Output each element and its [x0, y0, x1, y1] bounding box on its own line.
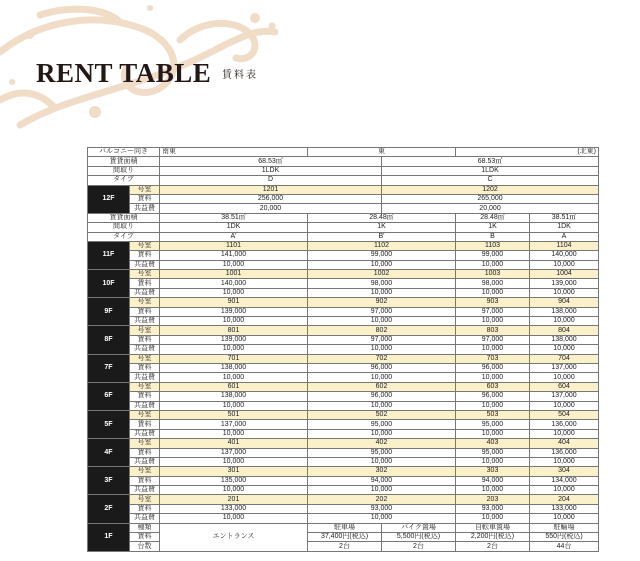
table-row	[88, 476, 599, 485]
table-cell: 1K	[308, 223, 456, 232]
row-label: 賃料	[130, 335, 160, 344]
table-cell: 201	[160, 495, 308, 504]
table-cell: 802	[308, 326, 456, 335]
table-row	[88, 495, 599, 504]
floor-label: 5F	[88, 410, 130, 438]
table-row	[88, 241, 599, 250]
row-label: 号室	[130, 495, 160, 504]
row-label: 賃料	[130, 279, 160, 288]
table-cell: 10,000	[456, 317, 530, 326]
table-cell: 803	[456, 326, 530, 335]
table-cell: 95,000	[456, 448, 530, 457]
row-label: 賃料	[130, 448, 160, 457]
row-label: 号室	[130, 467, 160, 476]
table-cell: B'	[308, 232, 456, 241]
table-cell: 901	[160, 298, 308, 307]
table-cell: 550円(税込)	[530, 533, 599, 542]
table-cell: 10,000	[456, 288, 530, 297]
table-cell: 10,000	[160, 486, 308, 495]
floor-label: 8F	[88, 326, 130, 354]
table-cell: 95,000	[456, 420, 530, 429]
row-label: 賃料	[130, 392, 160, 401]
table-cell: 10,000	[160, 373, 308, 382]
table-row	[88, 194, 599, 203]
table-cell: 10,000	[530, 373, 599, 382]
table-cell: 404	[530, 439, 599, 448]
table-cell: 801	[160, 326, 308, 335]
table-cell: 10,000	[456, 401, 530, 410]
table-row	[88, 504, 599, 513]
table-cell: 10,000	[456, 429, 530, 438]
table-cell: 604	[530, 382, 599, 391]
table-cell: D	[160, 176, 382, 185]
table-cell: 28.48㎡	[308, 213, 456, 222]
table-cell: 98,000	[308, 279, 456, 288]
balcony-value: 東	[308, 148, 456, 157]
table-cell: 501	[160, 410, 308, 419]
table-cell: 28.48㎡	[456, 213, 530, 222]
row-label: タイプ	[88, 176, 160, 185]
table-cell: 10,000	[308, 260, 456, 269]
rent-table	[87, 147, 599, 552]
table-cell: 97,000	[308, 307, 456, 316]
table-cell: 10,000	[160, 457, 308, 466]
row-label: 賃料	[130, 533, 160, 542]
table-row	[88, 307, 599, 316]
table-cell: 703	[456, 354, 530, 363]
table-cell: 140,000	[530, 251, 599, 260]
table-cell: 304	[530, 467, 599, 476]
table-cell: 1104	[530, 241, 599, 250]
table-cell: 10,000	[456, 457, 530, 466]
table-row	[88, 148, 599, 157]
row-label: 賃貸面積	[88, 213, 160, 222]
table-cell: 駐輪場	[530, 523, 599, 532]
table-cell: 10,000	[160, 345, 308, 354]
table-row	[88, 439, 599, 448]
table-cell: 138,000	[160, 392, 308, 401]
floor-label: 10F	[88, 270, 130, 298]
balcony-value: 南東	[160, 148, 308, 157]
table-cell: 603	[456, 382, 530, 391]
table-row	[88, 392, 599, 401]
floor-label: 1F	[88, 523, 130, 551]
table-cell: 704	[530, 354, 599, 363]
table-cell: 138,000	[160, 363, 308, 372]
row-label: 共益費	[130, 373, 160, 382]
row-label: 共益費	[130, 317, 160, 326]
table-cell: 97,000	[308, 335, 456, 344]
table-cell: 804	[530, 326, 599, 335]
table-cell: 10,000	[530, 514, 599, 523]
table-row	[88, 279, 599, 288]
table-cell: 139,000	[530, 279, 599, 288]
table-cell: 403	[456, 439, 530, 448]
table-cell: 10,000	[530, 317, 599, 326]
floor-label: 3F	[88, 467, 130, 495]
row-label: 共益費	[130, 457, 160, 466]
table-cell: 135,000	[160, 476, 308, 485]
balcony-label: バルコニー向き	[88, 148, 160, 157]
table-cell: 98,000	[456, 279, 530, 288]
table-cell: 99,000	[456, 251, 530, 260]
row-label: 間取り	[88, 223, 160, 232]
table-cell: 1LDK	[382, 166, 599, 175]
table-cell: 133,000	[160, 504, 308, 513]
table-cell: 10,000	[530, 260, 599, 269]
row-label: 共益費	[130, 429, 160, 438]
floor-label: 4F	[88, 439, 130, 467]
table-cell: 702	[308, 354, 456, 363]
table-cell: 402	[308, 439, 456, 448]
table-cell: C	[382, 176, 599, 185]
row-label: 賃料	[130, 251, 160, 260]
table-row	[88, 448, 599, 457]
table-cell: 1102	[308, 241, 456, 250]
table-cell: A'	[160, 232, 308, 241]
table-cell: 10,000	[308, 457, 456, 466]
table-cell: 20,000	[382, 204, 599, 213]
table-row	[88, 288, 599, 297]
table-cell: 1202	[382, 185, 599, 194]
table-cell: 904	[530, 298, 599, 307]
table-cell: 502	[308, 410, 456, 419]
table-cell: 138,000	[530, 335, 599, 344]
table-row	[88, 420, 599, 429]
row-label: 賃料	[130, 307, 160, 316]
row-label: 種類	[130, 523, 160, 532]
row-label: 賃料	[130, 363, 160, 372]
table-cell: 302	[308, 467, 456, 476]
table-cell: 5,500円(税込)	[382, 533, 456, 542]
table-cell: 1DK	[160, 223, 308, 232]
table-cell: 95,000	[308, 420, 456, 429]
table-cell: 20,000	[160, 204, 382, 213]
table-cell: 97,000	[456, 335, 530, 344]
table-cell: 139,000	[160, 307, 308, 316]
table-cell: 10,000	[308, 345, 456, 354]
floor-label: 6F	[88, 382, 130, 410]
row-label: 共益費	[130, 288, 160, 297]
table-cell: 10,000	[308, 514, 456, 523]
table-cell: 137,000	[530, 363, 599, 372]
table-row	[88, 157, 599, 166]
table-cell: 10,000	[456, 514, 530, 523]
table-row	[88, 326, 599, 335]
table-cell: 2台	[308, 542, 382, 551]
row-label: 号室	[130, 298, 160, 307]
floor-label: 2F	[88, 495, 130, 523]
table-row	[88, 410, 599, 419]
table-cell: 10,000	[530, 429, 599, 438]
table-cell: 1DK	[530, 223, 599, 232]
table-cell: 駐車場	[308, 523, 382, 532]
table-cell: 1004	[530, 270, 599, 279]
entrance-cell: エントランス	[160, 523, 308, 551]
table-cell: 68.53㎡	[382, 157, 599, 166]
table-cell: 自転車置場	[456, 523, 530, 532]
row-label: 共益費	[130, 486, 160, 495]
table-cell: 10,000	[530, 345, 599, 354]
table-cell: 10,000	[308, 486, 456, 495]
table-cell: 1K	[456, 223, 530, 232]
table-row	[88, 401, 599, 410]
table-row	[88, 382, 599, 391]
table-row	[88, 523, 599, 532]
table-cell: 10,000	[160, 260, 308, 269]
table-cell: 139,000	[160, 335, 308, 344]
table-cell: 2台	[382, 542, 456, 551]
table-cell: 1101	[160, 241, 308, 250]
table-cell: 10,000	[456, 260, 530, 269]
table-cell: 44台	[530, 542, 599, 551]
table-cell: 256,000	[160, 194, 382, 203]
table-row	[88, 270, 599, 279]
table-cell: 134,000	[530, 476, 599, 485]
table-cell: 601	[160, 382, 308, 391]
floor-label: 9F	[88, 298, 130, 326]
table-row	[88, 251, 599, 260]
table-cell: 10,000	[308, 317, 456, 326]
table-cell: 137,000	[530, 392, 599, 401]
table-cell: 140,000	[160, 279, 308, 288]
table-cell: 10,000	[160, 429, 308, 438]
table-cell: 10,000	[308, 401, 456, 410]
table-cell: 96,000	[456, 363, 530, 372]
table-row	[88, 213, 599, 222]
table-cell: 701	[160, 354, 308, 363]
floor-label: 11F	[88, 241, 130, 269]
table-row	[88, 514, 599, 523]
table-cell: 10,000	[530, 401, 599, 410]
row-label: 共益費	[130, 345, 160, 354]
table-row	[88, 335, 599, 344]
row-label: 号室	[130, 270, 160, 279]
table-cell: 10,000	[160, 317, 308, 326]
table-cell: 903	[456, 298, 530, 307]
table-cell: 10,000	[308, 288, 456, 297]
row-label: 共益費	[130, 204, 160, 213]
table-cell: 10,000	[456, 486, 530, 495]
row-label: 賃料	[130, 420, 160, 429]
row-label: 号室	[130, 410, 160, 419]
table-cell: 1201	[160, 185, 382, 194]
table-cell: 10,000	[530, 486, 599, 495]
table-cell: 1003	[456, 270, 530, 279]
row-label: 共益費	[130, 514, 160, 523]
table-cell: 303	[456, 467, 530, 476]
table-cell: 10,000	[308, 429, 456, 438]
table-cell: 602	[308, 382, 456, 391]
table-cell: 96,000	[308, 392, 456, 401]
row-label: 賃料	[130, 504, 160, 513]
table-cell: 37,400円(税込)	[308, 533, 382, 542]
table-cell: 94,000	[308, 476, 456, 485]
table-cell: 10,000	[160, 401, 308, 410]
table-cell: 10,000	[160, 288, 308, 297]
table-cell: 96,000	[308, 363, 456, 372]
table-cell: 503	[456, 410, 530, 419]
table-row	[88, 166, 599, 175]
table-row	[88, 354, 599, 363]
table-cell: 2台	[456, 542, 530, 551]
table-cell: 96,000	[456, 392, 530, 401]
row-label: 間取り	[88, 166, 160, 175]
table-cell: 93,000	[456, 504, 530, 513]
table-cell: 138,000	[530, 307, 599, 316]
page-title: RENT TABLE	[36, 58, 212, 88]
table-row	[88, 298, 599, 307]
table-cell: 10,000	[456, 373, 530, 382]
table-cell: 10,000	[456, 345, 530, 354]
floor-label: 12F	[88, 185, 130, 213]
table-cell: 137,000	[160, 448, 308, 457]
table-cell: 10,000	[530, 457, 599, 466]
table-cell: 1103	[456, 241, 530, 250]
table-row	[88, 204, 599, 213]
floor-label: 7F	[88, 354, 130, 382]
table-cell: B	[456, 232, 530, 241]
page-subtitle: 賃料表	[222, 70, 258, 81]
row-label: 号室	[130, 382, 160, 391]
table-cell: 204	[530, 495, 599, 504]
table-cell: 95,000	[308, 448, 456, 457]
row-label: 共益費	[130, 401, 160, 410]
table-row	[88, 185, 599, 194]
table-row	[88, 317, 599, 326]
table-cell: 68.53㎡	[160, 157, 382, 166]
table-cell: 99,000	[308, 251, 456, 260]
table-cell: 1LDK	[160, 166, 382, 175]
table-row	[88, 232, 599, 241]
table-row	[88, 486, 599, 495]
table-cell: 133,000	[530, 504, 599, 513]
table-cell: バイク置場	[382, 523, 456, 532]
table-row	[88, 467, 599, 476]
table-cell: 141,000	[160, 251, 308, 260]
table-cell: 2,200円(税込)	[456, 533, 530, 542]
row-label: 共益費	[130, 260, 160, 269]
row-label: 号室	[130, 326, 160, 335]
table-cell: 1001	[160, 270, 308, 279]
table-row	[88, 373, 599, 382]
row-label: タイプ	[88, 232, 160, 241]
row-label: 号室	[130, 185, 160, 194]
table-row	[88, 345, 599, 354]
table-cell: 401	[160, 439, 308, 448]
table-cell: 902	[308, 298, 456, 307]
table-cell: A	[530, 232, 599, 241]
table-row	[88, 429, 599, 438]
table-cell: 10,000	[160, 514, 308, 523]
table-cell: 1002	[308, 270, 456, 279]
table-cell: 504	[530, 410, 599, 419]
table-cell: 10,000	[308, 373, 456, 382]
table-cell: 202	[308, 495, 456, 504]
table-cell: 203	[456, 495, 530, 504]
row-label: 賃料	[130, 194, 160, 203]
table-cell: 38.51㎡	[160, 213, 308, 222]
row-label: 号室	[130, 354, 160, 363]
table-cell: 10,000	[530, 288, 599, 297]
table-row	[88, 176, 599, 185]
row-label: 台数	[130, 542, 160, 551]
table-row	[88, 363, 599, 372]
table-cell: 38.51㎡	[530, 213, 599, 222]
table-row	[88, 260, 599, 269]
table-cell: 137,000	[160, 420, 308, 429]
row-label: 賃貸面積	[88, 157, 160, 166]
table-row	[88, 457, 599, 466]
table-cell: 94,000	[456, 476, 530, 485]
table-cell: 93,000	[308, 504, 456, 513]
table-row	[88, 223, 599, 232]
table-cell: 301	[160, 467, 308, 476]
row-label: 号室	[130, 241, 160, 250]
balcony-value: (北東)	[456, 148, 599, 157]
row-label: 号室	[130, 439, 160, 448]
table-cell: 136,000	[530, 420, 599, 429]
row-label: 賃料	[130, 476, 160, 485]
table-cell: 97,000	[456, 307, 530, 316]
table-cell: 265,000	[382, 194, 599, 203]
table-cell: 136,000	[530, 448, 599, 457]
